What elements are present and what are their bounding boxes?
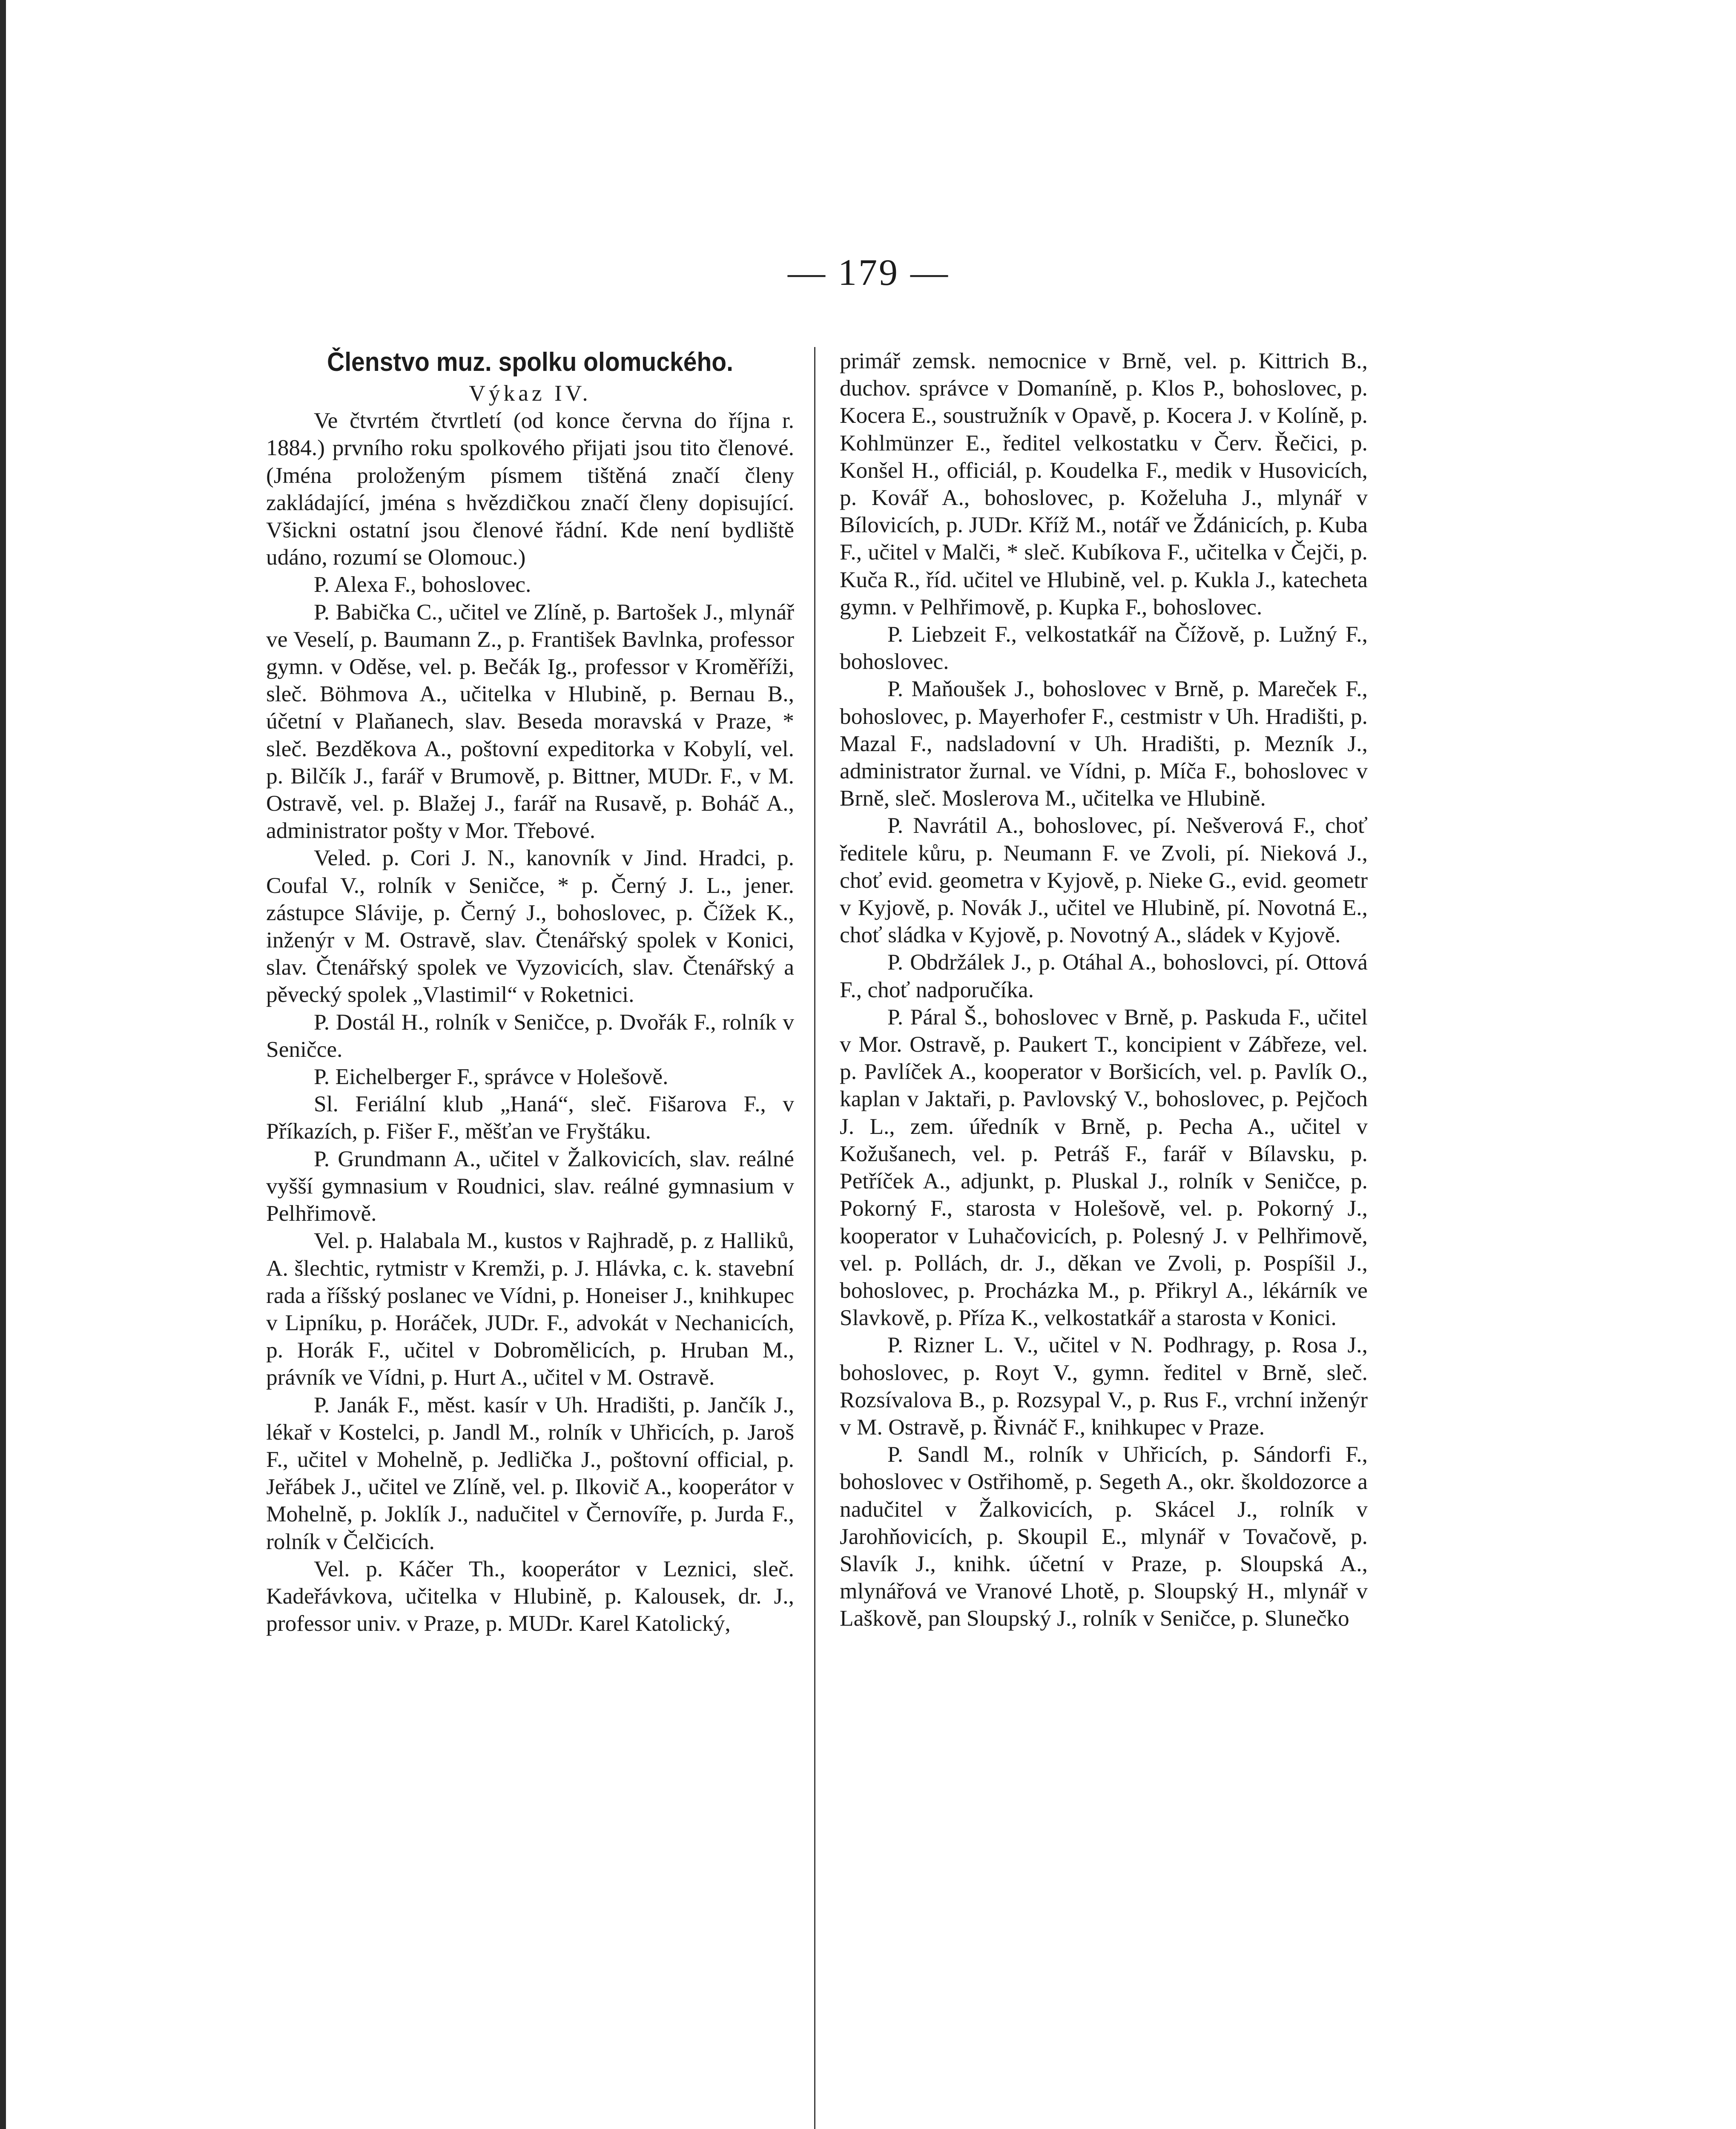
entry-paragraph: Vel. p. Káčer Th., kooperátor v Leznici, sleč. Kadeřávkova, učitelka v Hlubině, p. Kalousek, dr. J., professor univ. v Praze, p. MUDr. Karel Katolický,: [266, 1555, 794, 1636]
entry-paragraph: P. Dostál H., rolník v Seničce, p. Dvořák F., rolník v Seničce.: [266, 1009, 794, 1062]
entry-paragraph: Veled. p. Cori J. N., kanovník v Jind. Hradci, p. Coufal V., rolník v Seničce, * p. Černý J. L., jener. zástupce Slávije, p. Černý J., bohoslovec, p. Čížek K., inženýr v M. Ostravě, slav. Čtenářský spolek v Konici, slav. Čtenářský spolek ve Vyzovicích, slav. Čtenářský a pěvecký spolek „Vlastimil“ v Roketnici.: [266, 845, 794, 1007]
entry-paragraph: P. Grundmann A., učitel v Žalkovicích, slav. reálné vyšší gymnasium v Roudnici, slav. reálné gymnasium v Pelhřimově.: [266, 1145, 794, 1226]
entry-paragraph: P. Navrátil A., bohoslovec, pí. Nešverová F., choť ředitele kůru, p. Neumann F. ve Zvoli, pí. Nieková J., choť evid. geometra v Kyjově, p. Nieke G., evid. geometr v Kyjově, p. Novák J., učitel ve Hlubině, pí. Novotná E., choť sládka v Kyjově, p. Novotný A., sládek v Kyjově.: [840, 812, 1368, 948]
entry-paragraph: Vel. p. Halabala M., kustos v Rajhradě, p. z Halliků, A. šlechtic, rytmistr v Kremži, p. J. Hlávka, c. k. stavební rada a říšský poslanec ve Vídni, p. Honeiser J., knihkupec v Lipníku, p. Horáček, JUDr. F., advokát v Nechanicích, p. Horák F., učitel v Dobromělicích, p. Hruban M., právník ve Vídni, p. Hurt A., učitel v M. Ostravě.: [266, 1228, 794, 1390]
entry-paragraph: Sl. Feriální klub „Haná“, sleč. Fišarova F., v Příkazích, p. Fišer F., měšťan ve Fryštáku.: [266, 1091, 794, 1144]
entry-paragraph: P. Sandl M., rolník v Uhřicích, p. Sándorfi F., bohoslovec v Ostřihomě, p. Segeth A., okr. školdozorce a nadučitel v Žalkovicích, p. Skácel J., rolník v Jarohňovicích, p. Skoupil E., mlynář v Tovačově, p. Slavík J., knihk. účetní v Praze, p. Sloupská A., mlynářová ve Vranové Lhotě, p. Sloupský H., mlynář v Laškově, pan Sloupský J., rolník v Seničce, p. Slunečko: [840, 1441, 1368, 1631]
entry-paragraph: P. Alexa F., bohoslovec.: [314, 571, 531, 597]
entry-paragraph-continued: primář zemsk. nemocnice v Brně, vel. p. Kittrich B., duchov. správce v Domaníně, p. Klos P., bohoslovec, p. Kocera E., soustružník v Opavě, p. Kocera J. v Kolíně, p. Kohlmünzer E., ředitel velkostatku v Červ. Řečici, p. Konšel H., officiál, p. Koudelka F., medik v Husovicích, p. Kovář A., bohoslovec, p. Koželuha J., mlynář v Bílovicích, p. JUDr. Kříž M., notář ve Ždánicích, p. Kuba F., učitel v Malči, * sleč. Kubíkova F., učitelka v Čejči, p. Kuča R., říd. učitel ve Hlubině, vel. p. Kukla J., katecheta gymn. v Pelhřimově, p. Kupka F., bohoslovec.: [840, 348, 1368, 620]
entry-paragraph: P. Rizner L. V., učitel v N. Podhragy, p. Rosa J., bohoslovec, p. Royt V., gymn. ředitel v Brně, sleč. Rozsívalova B., p. Rozsypal V., p. Rus F., vrchní inženýr v M. Ostravě, p. Řivnáč F., knihkupec v Praze.: [840, 1332, 1368, 1440]
page-edge-shadow: [0, 0, 6, 2129]
entry-paragraph: P. Maňoušek J., bohoslovec v Brně, p. Mareček F., bohoslovec, p. Mayerhofer F., cestmistr v Uh. Hradišti, p. Mazal F., nadsladovní v Uh. Hradišti, p. Mezník J., administrator žurnal. ve Vídni, p. Míča F., bohoslovec v Brně, sleč. Moslerova M., učitelka ve Hlubině.: [840, 676, 1368, 811]
entry-paragraph: P. Páral Š., bohoslovec v Brně, p. Paskuda F., učitel v Mor. Ostravě, p. Paukert T., koncipient v Zábřeze, vel. p. Pavlíček A., kooperator v Boršicích, vel. p. Pavlík O., kaplan v Jaktaři, p. Pavlovský V., bohoslovec, p. Pejčoch J. L., zem. úředník v Brně, p. Pecha A., učitel v Kožušanech, vel. p. Petráš F., farář v Bílavsku, p. Petříček A., adjunkt, p. Pluskal J., rolník v Seničce, p. Pokorný F., starosta v Holešově, vel. p. Pokorný J., kooperator v Luhačovicích, p. Polesný J. v Pelhřimově, vel. p. Pollách, dr. J., děkan ve Zvoli, p. Pospíšil J., bohoslovec, p. Procházka M., p. Přikryl A., lékárník ve Slavkově, p. Příza K., velkostatkář a starosta v Konici.: [840, 1004, 1368, 1331]
entry-paragraph: P. Eichelberger F., správce v Holešově.: [314, 1064, 669, 1090]
section-title: Členstvo muz. spolku olomuckého.: [327, 347, 733, 377]
entry-paragraph: P. Liebzeit F., velkostatkář na Čížově, p. Lužný F., bohoslovec.: [840, 621, 1368, 674]
entry-paragraph: P. Babička C., učitel ve Zlíně, p. Bartošek J., mlynář ve Veselí, p. Baumann Z., p. František Bavlnka, professor gymn. v Oděse, vel. p. Bečák Ig., professor v Kroměříži, sleč. Böhmova A., učitelka v Hlubině, p. Bernau B., účetní v Plaňanech, slav. Beseda moravská v Praze, * sleč. Bezděkova A., poštovní expeditorka v Kobylí, vel. p. Bilčík J., farář v Brumově, p. Bittner, MUDr. F., v M. Ostravě, vel. p. Blažej J., farář na Rusavě, p. Boháč A., administrator pošty v Mor. Třebové.: [266, 599, 794, 844]
right-column: [840, 347, 1368, 1632]
left-column: [266, 347, 794, 1637]
entry-paragraph: P. Obdržálek J., p. Otáhal A., bohoslovci, pí. Ottová F., choť nadporučíka.: [840, 949, 1368, 1002]
intro-paragraph: Ve čtvrtém čtvrtletí (od konce června do října r. 1884.) prvního roku spolkového přijati jsou tito členové. (Jména proloženým písmem tištěná značí členy zakládající, jména s hvězdičkou značí členy dopisující. Všickni ostatní jsou členové řádní. Kde není bydliště udáno, rozumí se Olomouc.): [266, 407, 794, 570]
page-number: — 179 —: [788, 252, 950, 293]
column-divider: [814, 347, 815, 2129]
section-subtitle: Výkaz IV.: [469, 380, 591, 406]
entry-paragraph: P. Janák F., měst. kasír v Uh. Hradišti, p. Jančík J., lékař v Kostelci, p. Jandl M., rolník v Uhřicích, p. Jaroš F., učitel v Mohelně, p. Jedlička J., poštovní official, p. Jeřábek J., učitel ve Zlíně, vel. p. Ilkovič A., kooperátor v Mohelně, p. Joklík J., nadučitel v Černovíře, p. Jurda F., rolník v Čelčicích.: [266, 1392, 794, 1554]
